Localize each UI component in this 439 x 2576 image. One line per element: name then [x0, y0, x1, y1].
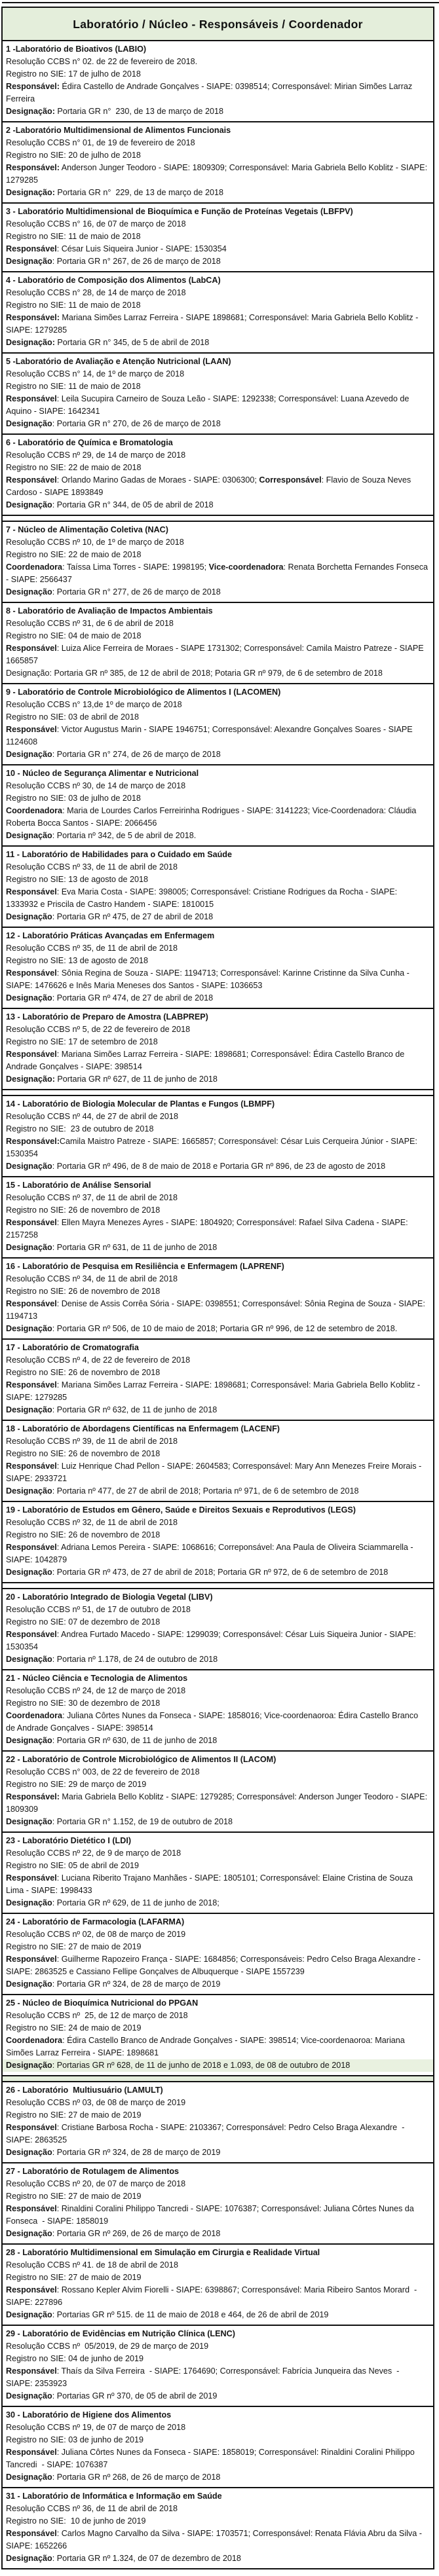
- entry-registro-line: Registro no SIE: 30 de dezembro de 2018: [6, 1699, 161, 1708]
- lab-entry-16: [3, 1257, 433, 1338]
- entry-resolucao-line: Resolução CCBS nº 34, de 11 de abril de 2018: [6, 1274, 178, 1283]
- entry-resolucao-line: Resolução CCBS n° 01, de 19 de fevereiro de 2018: [6, 138, 195, 147]
- entry-responsaveis-line: Responsável: Rossano Kepler Alvim Fiorelli - SIAPE: 6398867; Corresponsável: Maria Ribeiro Santos Morard - SIAPE: 227896: [6, 2285, 419, 2307]
- entry-responsaveis-line: Responsável: Adriana Lemos Pereira - SIAPE: 1068616; Correponsável: Ana Paula de Oliveira Sciammarella - SIAPE: 1042879: [6, 1543, 416, 1564]
- entry-registro-line: Registro no SIE: 17 de setembro de 2018: [6, 1037, 158, 1046]
- entry-designacao-line: Designação: Portaria GR n° 277, de 26 de março de 2018: [6, 587, 221, 597]
- lab-entry-1: [3, 40, 433, 121]
- lab-entry-23: [3, 1831, 433, 1913]
- entry-responsaveis-line: Responsável: Denise de Assis Corrêa Sória - SIAPE: 0398551; Corresponsável: Sônia Regina de Souza - SIAPE: 1194713: [6, 1299, 428, 1321]
- lab-entry-14: [3, 1095, 433, 1176]
- entry-responsaveis-line: Responsável: Rinaldini Coralini Philippo Tancredi - SIAPE: 1076387; Corresponsável: Juliana Côrtes Nunes da Fonseca - SIAPE: 1858019: [6, 2204, 417, 2226]
- entry-title: 27 - Laboratório de Rotulagem de Alimentos: [6, 2167, 180, 2176]
- entry-title: 18 - Laboratório de Abordagens Científicas na Enfermagem (LACENF): [6, 1424, 280, 1433]
- lab-entry-20: [3, 1588, 433, 1669]
- entry-designacao-line: Designação: Portaria GR nº 496, de 8 de maio de 2018 e Portaria GR nº 896, de 23 de agosto de 2018: [6, 1162, 386, 1171]
- entry-title: 24 - Laboratório de Farmacologia (LAFARMA): [6, 1917, 185, 1926]
- lab-entry-12: [3, 927, 433, 1008]
- entry-resolucao-line: Resolução CCBS nº 5, de 22 de fevereiro de 2018: [6, 1025, 191, 1034]
- entry-designacao-line: Designação: Portaria GR n° 345, de 5 de abril de 2018: [6, 338, 210, 347]
- entry-responsaveis-line: Responsável: César Luis Siqueira Junior - SIAPE: 1530354: [6, 244, 227, 253]
- lab-entry-26: [3, 2081, 433, 2162]
- entry-responsaveis-line: Responsável: Ellen Mayra Menezes Ayres - SIAPE: 1804920; Corresponsável: Rafael Silva Cadena - SIAPE: 2157258: [6, 1218, 411, 1240]
- entry-designacao-line: Designação: Portaria GR nº 1.324, de 07 de dezembro de 2018: [6, 2554, 241, 2563]
- entry-designacao-line: Designação: Portaria GR n° 267, de 26 de março de 2018: [6, 257, 221, 266]
- lab-table: [1, 7, 434, 2569]
- entry-registro-line: Registro no SIE: 27 de maio de 2019: [6, 2273, 142, 2282]
- lab-entry-3: [3, 202, 433, 271]
- entry-title: 5 -Laboratório de Avaliação e Atenção Nutricional (LAAN): [6, 357, 231, 366]
- entry-responsaveis-line: Responsável: Orlando Marino Gadas de Moraes - SIAPE: 0306300; Corresponsável: Flavio de Souza Neves Cardoso - SIAPE 1893849: [6, 475, 413, 497]
- entry-registro-line: Registro no SIE: 26 de novembro de 2018: [6, 1287, 161, 1296]
- entry-designacao-line: Designação: Portaria nº 1.178, de 24 de outubro de 2018: [6, 1655, 218, 1664]
- entry-title: 28 - Laboratório Multidimensional em Simulação em Cirurgia e Realidade Virtual: [6, 2248, 320, 2257]
- entry-resolucao-line: Resolução CCBS nº 4, de 22 de fevereiro de 2018: [6, 1355, 191, 1365]
- entry-resolucao-line: Resolução CCBS nº 37, de 11 de abril de 2018: [6, 1193, 178, 1202]
- lab-entry-21: [3, 1669, 433, 1750]
- entry-designacao-line: Designação: Portaria GR nº 473, de 27 de abril de 2018; Portaria GR nº 972, de 6 de setembro de 2018: [6, 1568, 389, 1577]
- lab-entry-4: [3, 271, 433, 352]
- entry-designacao-line: Designação: Portaria GR nº 385, de 12 de abril de 2018; Potaria GR nº 979, de 6 de setembro de 2018: [6, 669, 383, 678]
- entry-designacao-line: Designação: Portaria GR nº 631, de 11 de junho de 2018: [6, 1243, 218, 1252]
- entry-title: 16 - Laboratório de Pesquisa em Resiliência e Enfermagem (LAPRENF): [6, 1262, 284, 1271]
- entry-responsaveis-line: Responsável: Luciana Riberito Trajano Manhães - SIAPE: 1805101; Corresponsável: Elaine Cristina de Souza Lima - SIAPE: 1998433: [6, 1873, 415, 1895]
- entry-responsaveis-line: Responsável: Luiza Alice Ferreira de Moraes - SIAPE 1731302; Corresponsável: Camila Maistro Patreze - SIAPE 1665857: [6, 644, 427, 665]
- page-break-strip: [3, 1582, 433, 1588]
- entry-title: 8 - Laboratório de Avaliação de Impactos Ambientais: [6, 606, 213, 616]
- entry-responsaveis-line: Responsável: Andrea Furtado Macedo - SIAPE: 1299039; Corresponsável: César Luis Siqueira Junior - SIAPE: 1530354: [6, 1630, 419, 1651]
- entry-responsaveis-line: Responsável: Mariana Simões Larraz Ferreira - SIAPE: 1898681; Corresponsável: Édira Castello Branco de Andrade Gonçalves - SIAPE: 398514: [6, 1050, 407, 1071]
- lab-entry-13: [3, 1008, 433, 1089]
- entry-registro-line: Registro no SIE: 26 de novembro de 2018: [6, 1449, 161, 1458]
- entry-designacao-line: Designação: Portaria nº 342, de 5 de abril de 2018.: [6, 831, 197, 840]
- entry-title: 11 - Laboratório de Habilidades para o Cuidado em Saúde: [6, 850, 233, 859]
- table-header-title: Laboratório / Núcleo - Responsáveis / Coordenador: [73, 18, 363, 31]
- entry-resolucao-line: Resolução CCBS nº 05/2019, de 29 de março de 2019: [6, 2342, 209, 2351]
- entry-designacao-line: Designação: Portarias GR nº 515. de 11 de maio de 2018 e 464, de 26 de abril de 2019: [6, 2310, 329, 2319]
- entry-registro-line: Registro no SIE: 07 de dezembro de 2018: [6, 1617, 161, 1627]
- entry-title: 20 - Laboratório Integrado de Biologia Vegetal (LIBV): [6, 1592, 213, 1602]
- entry-resolucao-line: Resolução CCBS nº 03, de 08 de março de 2019: [6, 2098, 186, 2107]
- entry-resolucao-line: Resolução CCBS n° 003, de 22 de fevereiro de 2018: [6, 1767, 200, 1776]
- entry-resolucao-line: Resolução CCBS nº 25, de 12 de março de 2018: [6, 2011, 188, 2020]
- entry-responsaveis-line: Responsável: Anderson Junger Teodoro - SIAPE: 1809309; Corresponsável: Maria Gabriela Bello Koblitz - SIAPE: 1279285: [6, 163, 430, 185]
- entry-responsaveis-line: Responsável: Mariana Simões Larraz Ferreira - SIAPE 1898681; Corresponsável: Maria Gabriela Bello Koblitz - SIAPE: 1279285: [6, 313, 421, 335]
- entry-title: 17 - Laboratório de Cromatografia: [6, 1343, 139, 1352]
- page-top-rule: [2, 2, 439, 3]
- lab-entry-8: [3, 602, 433, 683]
- entry-registro-line: Registro no SIE: 29 de março de 2019: [6, 1780, 147, 1789]
- entry-registro-line: Registro no SIE: 13 de agosto de 2018: [6, 956, 149, 965]
- entry-registro-line: Registro no SIE: 11 de maio de 2018: [6, 301, 141, 310]
- entry-registro-line: Registro no SIE: 03 de junho de 2019: [6, 2435, 144, 2444]
- entry-resolucao-line: Resolução CCBS nº 19, de 07 de março de 2018: [6, 2423, 186, 2432]
- entry-responsaveis-line: Coordenadora: Maria de Lourdes Carlos Ferreirinha Rodrigues - SIAPE: 3141223; Vice-Coordenadora: Cláudia Roberta Bocca Santos - SIAPE: 2066456: [6, 806, 419, 828]
- entry-resolucao-line: Resolução CCBS nº 29, de 14 de março de 2018: [6, 451, 186, 460]
- entry-title: 22 - Laboratório de Controle Microbiológico de Alimentos II (LACOM): [6, 1755, 277, 1764]
- entry-responsaveis-line: Responsável: Juliana Côrtes Nunes da Fonseca - SIAPE: 1858019; Corresponsável: Rinaldini Coralini Philippo Tancredi - SIAPE: 1076387: [6, 2448, 417, 2469]
- entry-resolucao-line: Resolução CCBS n° 28, de 14 de março de 2018: [6, 288, 186, 297]
- entry-registro-line: Registro no SIE: 04 de maio de 2018: [6, 631, 142, 640]
- entry-designacao-line: Designação: Portaria GR n° 344, de 05 de abril de 2018: [6, 500, 214, 509]
- entry-responsaveis-line: Responsável: Mariana Simões Larraz Ferreira - SIAPE: 1898681; Corresponsável: Maria Gabriela Bello Koblitz - SIAPE: 1279285: [6, 1380, 423, 1402]
- entry-responsaveis-line: Responsável: Eva Maria Costa - SIAPE: 398005; Corresponsável: Cristiane Rodrigues da Rocha - SIAPE: 1333932 e Priscila de Castro Handem - SIAPE: 1810015: [6, 887, 400, 909]
- lab-entry-18: [3, 1420, 433, 1501]
- lab-entry-15: [3, 1176, 433, 1257]
- entry-designacao-line: Designação: Portaria GR n° 229, de 13 de março de 2018: [6, 188, 223, 197]
- entry-title: 2 -Laboratório Multidimensional de Alimentos Funcionais: [6, 126, 231, 135]
- entry-resolucao-line: Resolução CCBS nº 30, de 14 de março de 2018: [6, 781, 186, 790]
- entry-title: 12 - Laboratório Práticas Avançadas em Enfermagem: [6, 931, 215, 940]
- entry-resolucao-line: Resolução CCBS nº 36, de 11 de abril de 2018: [6, 2504, 178, 2513]
- lab-entry-7: [3, 521, 433, 602]
- lab-entry-9: [3, 683, 433, 764]
- entry-responsaveis-line: Responsável: Cristiane Barbosa Rocha - SIAPE: 2103367; Corresponsável: Pedro Celso Braga Alexandre - SIAPE: 2863525: [6, 2123, 407, 2144]
- lab-entry-30: [3, 2406, 433, 2487]
- lab-table-body: [3, 40, 433, 2568]
- entry-responsaveis-line: Responsável: Guilherme Rapozeiro França - SIAPE: 1684856; Corresponsáveis: Pedro Celso Braga Alexandre - SIAPE: 2863525 e Cassiano Fellipe Gonçalves de Albuquerque - SIAPE 1557239: [6, 1955, 423, 1976]
- entry-designacao-line: Designação: Portaria GR n° 274, de 26 de março de 2018: [6, 750, 221, 759]
- entry-registro-line: Registro no SIE: 11 de maio de 2018: [6, 232, 141, 241]
- entry-title: 31 - Laboratório de Informática e Informação em Saúde: [6, 2492, 222, 2501]
- entry-designacao-line: Designação: Portaria GR nº 268, de 26 de março de 2018: [6, 2473, 221, 2482]
- page-break-strip: [3, 2075, 433, 2081]
- lab-entry-24: [3, 1913, 433, 1994]
- entry-responsaveis-line: Responsável: Thaís da Silva Ferreira - SIAPE: 1764690; Corresponsável: Fabrícia Junqueira das Neves - SIAPE: 2353923: [6, 2366, 402, 2388]
- entry-resolucao-line: Resolução CCBS n° 16, de 07 de março de 2018: [6, 219, 186, 229]
- entry-designacao-line: Designação: Portaria GR n° 270, de 26 de março de 2018: [6, 419, 221, 428]
- entry-registro-line: Registro no SIE: 03 de abril de 2018: [6, 712, 140, 722]
- lab-entry-17: [3, 1338, 433, 1420]
- entry-resolucao-line: Resolução CCBS n° 13,de 1º de março de 2018: [6, 700, 182, 709]
- lab-entry-2: [3, 121, 433, 202]
- entry-title: 21 - Núcleo Ciência e Tecnologia de Alimentos: [6, 1674, 188, 1683]
- entry-registro-line: Registro no SIE: 11 de maio de 2018: [6, 382, 141, 391]
- entry-designacao-line: Designação: Portarias GR nº 370, de 05 de abril de 2019: [6, 2391, 218, 2401]
- entry-resolucao-line: Resolução CCBS nº 02, de 08 de março de 2019: [6, 1930, 186, 1939]
- entry-registro-line: Registro no SIE: 27 de maio de 2019: [6, 2192, 142, 2201]
- entry-responsaveis-line: Responsável: Édira Castello de Andrade Gonçalves - SIAPE: 0398514; Corresponsável: Mirian Simões Larraz Ferreira: [6, 82, 415, 103]
- entry-designacao-line: Designação: Portaria GR n° 1.152, de 19 de outubro de 2018: [6, 1817, 233, 1826]
- entry-responsaveis-line: Responsável: Leila Sucupira Carneiro de Souza Leão - SIAPE: 1292338; Corresponsável: Luana Azevedo de Aquino - SIAPE: 1642341: [6, 394, 411, 416]
- entry-responsaveis-line: Coordenadora: Édira Castello Branco de Andrade Gonçalves - SIAPE: 398514; Vice-coordenaoroa: Mariana Simões Larraz Ferreira - SIAPE: 1898681: [6, 2036, 408, 2057]
- entry-designacao-line: Designação: Portaria nº 477, de 27 de abril de 2018; Portaria nº 971, de 6 de setembro de 2018: [6, 1486, 359, 1496]
- entry-responsaveis-line: Responsável: Luiz Henrique Chad Pellon - SIAPE: 2604583; Corresponsável: Mary Ann Menezes Freire Morais - SIAPE: 2933721: [6, 1462, 424, 1483]
- entry-resolucao-line: Resolução CCBS nº 39, de 11 de abril de 2018: [6, 1437, 178, 1446]
- entry-designacao-line: Designação: Portaria GR nº 506, de 10 de maio de 2018; Portaria GR nº 996, de 12 de setembro de 2018.: [6, 1324, 398, 1333]
- entry-responsaveis-line: Coordenadora: Juliana Côrtes Nunes da Fonseca - SIAPE: 1858016; Vice-coordenaoroa: Édira Castello Branco de Andrade Gonçalves - SIAPE: 398514: [6, 1711, 421, 1733]
- entry-designacao-line: Designação: Portaria GR nº 632, de 11 de junho de 2018: [6, 1405, 218, 1414]
- entry-registro-line: Registro no SIE: 05 de abril de 2019: [6, 1861, 140, 1870]
- entry-title: 15 - Laboratório de Análise Sensorial: [6, 1181, 151, 1190]
- entry-title: 25 - Núcleo de Bioquímica Nutricional do PPGAN: [6, 1998, 199, 2008]
- entry-resolucao-line: Resolução CCBS n° 02. de 22 de fevereiro de 2018.: [6, 57, 198, 66]
- entry-registro-line: Registro no SIE: 13 de agosto de 2018: [6, 875, 149, 884]
- entry-resolucao-line: Resolução CCBS nº 31, de 6 de abril de 2018: [6, 619, 174, 628]
- lab-entry-28: [3, 2243, 433, 2325]
- entry-resolucao-line: Resolução CCBS nº 20, de 07 de março de 2018: [6, 2179, 186, 2188]
- entry-title: 7 - Núcleo de Alimentação Coletiva (NAC): [6, 525, 168, 534]
- page-break-strip: [3, 1089, 433, 1095]
- entry-registro-line: Registro no SIE: 24 de maio de 2019: [6, 2023, 142, 2033]
- lab-entry-31: [3, 2487, 433, 2568]
- entry-responsaveis-line: Responsável: Maria Gabriela Bello Koblitz - SIAPE: 1279285; Corresponsável: Anderson Junger Teodoro - SIAPE: 1809309: [6, 1792, 430, 1814]
- lab-entry-29: [3, 2325, 433, 2406]
- entry-registro-line: Registro no SIE: 26 de novembro de 2018: [6, 1205, 161, 1215]
- entry-registro-line: Registro no SIE: 20 de julho de 2018: [6, 151, 141, 160]
- entry-designacao-line: Designação: Portaria GR nº 324, de 28 de março de 2019: [6, 1979, 221, 1989]
- entry-title: 3 - Laboratório Multidimensional de Bioquímica e Função de Proteínas Vegetais (LBFPV): [6, 207, 353, 216]
- entry-designacao-line: Designação: Portaria GR nº 269, de 26 de março de 2018: [6, 2229, 221, 2238]
- entry-designacao-line: Designação: Portaria GR nº 630, de 11 de junho de 2018: [6, 1736, 218, 1745]
- entry-registro-line: Registro no SIE: 10 de junho de 2019: [6, 2516, 146, 2526]
- entry-resolucao-line: Resolução CCBS nº 51, de 17 de outubro de 2018: [6, 1605, 191, 1614]
- entry-registro-line: Registro no SIE: 03 de julho de 2018: [6, 794, 141, 803]
- entry-designacao-line: Designação: Portaria GR nº 627, de 11 de junho de 2018: [6, 1075, 218, 1084]
- entry-title: 13 - Laboratório de Preparo de Amostra (LABPREP): [6, 1012, 208, 1021]
- entry-resolucao-line: Resolução CCBS nº 41. de 18 de abril de 2018: [6, 2260, 178, 2270]
- entry-responsaveis-line: Responsável: Sônia Regina de Souza - SIAPE: 1194713; Corresponsável: Karinne Cristinne da Silva Cunha - SIAPE: 1476626 e Inês Maria Meneses dos Santos - SIAPE: 1036653: [6, 968, 412, 990]
- entry-title: 10 - Núcleo de Segurança Alimentar e Nutricional: [6, 769, 199, 778]
- entry-designacao-line: Designação: Portaria GR nº 629, de 11 de junho de 2018;: [6, 1898, 220, 1907]
- entry-registro-line: Registro no SIE: 22 de maio de 2018: [6, 463, 142, 472]
- entry-resolucao-line: Resolução CCBS nº 24, de 12 de março de 2018: [6, 1686, 186, 1695]
- lab-entry-6: [3, 433, 433, 515]
- entry-designacao-line: Designação: Portaria GR nº 475, de 27 de abril de 2018: [6, 912, 214, 921]
- entry-title: 26 - Laboratório Multiusuário (LAMULT): [6, 2086, 163, 2095]
- entry-resolucao-line: Resolução CCBS nº 33, de 11 de abril de 2018: [6, 862, 178, 872]
- entry-responsaveis-line: Coordenadora: Taíssa Lima Torres - SIAPE: 1998195; Vice-coordenadora: Renata Borchetta Fernandes Fonseca - SIAPE: 2566437: [6, 562, 430, 584]
- page-break-strip: [3, 515, 433, 521]
- lab-entry-25: [3, 1994, 433, 2075]
- entry-registro-line: Registro no SIE: 27 de maio de 2019: [6, 1942, 142, 1951]
- entry-registro-line: Registro no SIE: 27 de maio de 2019: [6, 2110, 142, 2120]
- entry-responsaveis-line: Responsável:Camila Maistro Patreze - SIAPE: 1665857; Corresponsável: César Luis Cerqueira Júnior - SIAPE: 1530354: [6, 1137, 420, 1158]
- lab-entry-5: [3, 352, 433, 433]
- lab-entry-19: [3, 1501, 433, 1582]
- entry-registro-line: Registro no SIE: 26 de novembro de 2018: [6, 1368, 161, 1377]
- entry-resolucao-line: Resolução CCBS nº 32, de 11 de abril de 2018: [6, 1518, 178, 1527]
- entry-designacao-line: Designação: Portarias GR nº 628, de 11 de junho de 2018 e 1.093, de 08 de outubro de 2018: [3, 2059, 433, 2072]
- entry-resolucao-line: Resolução CCBS n° 14, de 1º de março de 2018: [6, 369, 185, 378]
- entry-resolucao-line: Resolução CCBS nº 44, de 27 de abril de 2018: [6, 1112, 178, 1121]
- entry-title: 9 - Laboratório de Controle Microbiológico de Alimentos I (LACOMEN): [6, 688, 281, 697]
- entry-title: 30 - Laboratório de Higiene dos Alimentos: [6, 2410, 172, 2420]
- entry-resolucao-line: Resolução CCBS nº 22, de 9 de março de 2018: [6, 1849, 181, 1858]
- lab-entry-10: [3, 764, 433, 845]
- lab-entry-22: [3, 1750, 433, 1831]
- lab-entry-27: [3, 2162, 433, 2243]
- lab-entry-11: [3, 845, 433, 927]
- entry-title: 19 - Laboratório de Estudos em Gênero, Saúde e Direitos Sexuais e Reprodutivos (LEGS): [6, 1505, 356, 1515]
- entry-registro-line: Registro no SIE: 23 de outubro de 2018: [6, 1124, 154, 1133]
- entry-title: 29 - Laboratório de Evidências em Nutrição Clínica (LENC): [6, 2329, 235, 2338]
- entry-resolucao-line: Resolução CCBS nº 10, de 1º de março de 2018: [6, 538, 184, 547]
- entry-designacao-line: Designação: Portaria GR nº 324, de 28 de março de 2019: [6, 2148, 221, 2157]
- entry-title: 1 -Laboratório de Bioativos (LABIO): [6, 45, 147, 54]
- entry-title: 6 - Laboratório de Química e Bromatologia: [6, 438, 173, 447]
- entry-designacao-line: Designação: Portaria GR n° 230, de 13 de março de 2018: [6, 107, 223, 116]
- entry-responsaveis-line: Responsável: Victor Augustus Marin - SIAPE 1946751; Corresponsável: Alexandre Gonçalves Soares - SIAPE 1124608: [6, 725, 415, 746]
- entry-registro-line: Registro no SIE: 17 de julho de 2018: [6, 69, 141, 79]
- entry-responsaveis-line: Responsável: Carlos Magno Carvalho da Silva - SIAPE: 1703571; Corresponsável: Renata Flávia Abru da Silva - SIAPE: 1652266: [6, 2529, 425, 2550]
- entry-title: 4 - Laboratório de Composição dos Alimentos (LabCA): [6, 276, 221, 285]
- entry-designacao-line: Designação: Portaria GR nº 474, de 27 de abril de 2018: [6, 993, 214, 1003]
- entry-registro-line: Registro no SIE: 22 de maio de 2018: [6, 550, 142, 559]
- entry-registro-line: Registro no SIE: 26 de novembro de 2018: [6, 1530, 161, 1539]
- table-header: [3, 8, 433, 40]
- entry-resolucao-line: Resolução CCBS nº 35, de 11 de abril de 2018: [6, 944, 178, 953]
- entry-registro-line: Registro no SIE: 04 de junho de 2019: [6, 2354, 144, 2363]
- entry-title: 23 - Laboratório Dietético I (LDI): [6, 1836, 132, 1845]
- entry-title: 14 - Laboratório de Biologia Molecular de Plantas e Fungos (LBMPF): [6, 1099, 275, 1109]
